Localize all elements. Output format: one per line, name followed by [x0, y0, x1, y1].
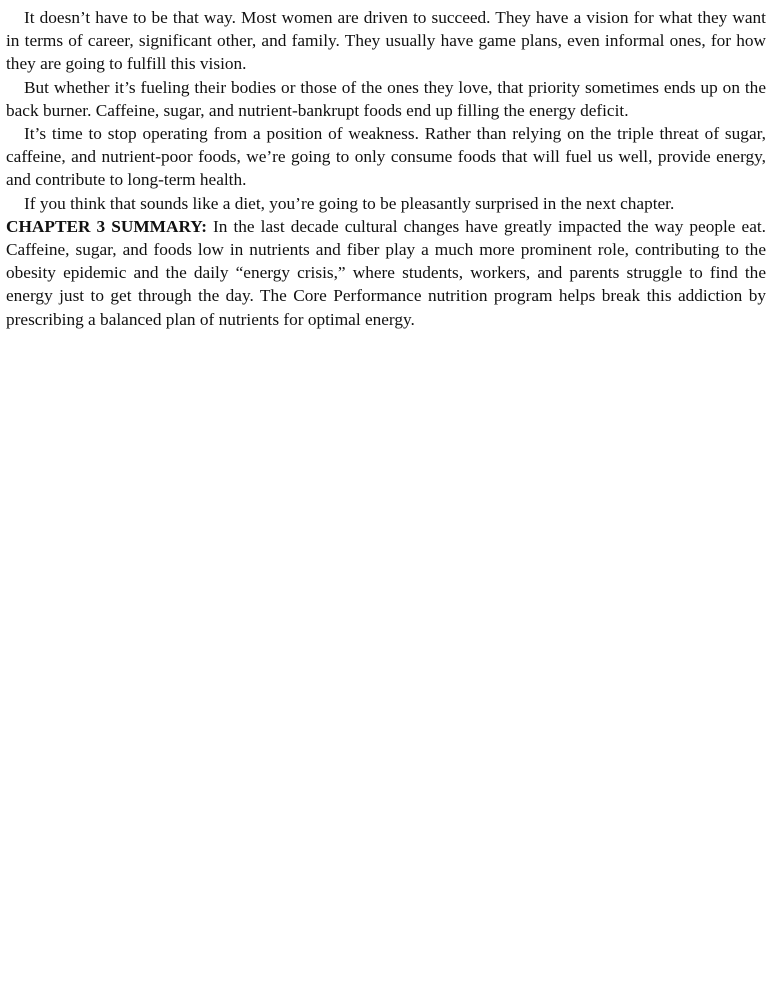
body-paragraph: It doesn’t have to be that way. Most women are driven to succeed. They have a vision for what they want in terms of career, significant other, and family. They usually have game plans, even informal ones, for how they are going to fulfill this vision. — [6, 8, 766, 74]
chapter-summary — [6, 215, 766, 331]
summary-text: In the last decade cultural changes have greatly impacted the way people eat. Caffeine, sugar, and foods low in nutrients and fiber play a much more prominent role, contributing to the obesity epidemic and the daily “energy crisis,” where students, workers, and parents struggle to find the energy just to get through the day. The Core Performance nutrition program helps break this addiction by prescribing a balanced plan of nutrients for optimal energy. — [6, 216, 766, 329]
document-page — [6, 6, 766, 331]
summary-label: CHAPTER 3 SUMMARY: — [6, 216, 207, 236]
body-paragraph: But whether it’s fueling their bodies or those of the ones they love, that priority sometimes ends up on the back burner. Caffeine, sugar, and nutrient-bankrupt foods end up filling the energy deficit. — [6, 77, 766, 120]
body-paragraph: It’s time to stop operating from a position of weakness. Rather than relying on the triple threat of sugar, caffeine, and nutrient-poor foods, we’re going to only consume foods that will fuel us well, provide energy, and contribute to long-term health. — [6, 124, 766, 190]
body-paragraph: If you think that sounds like a diet, you’re going to be pleasantly surprised in the next chapter. — [24, 193, 675, 213]
